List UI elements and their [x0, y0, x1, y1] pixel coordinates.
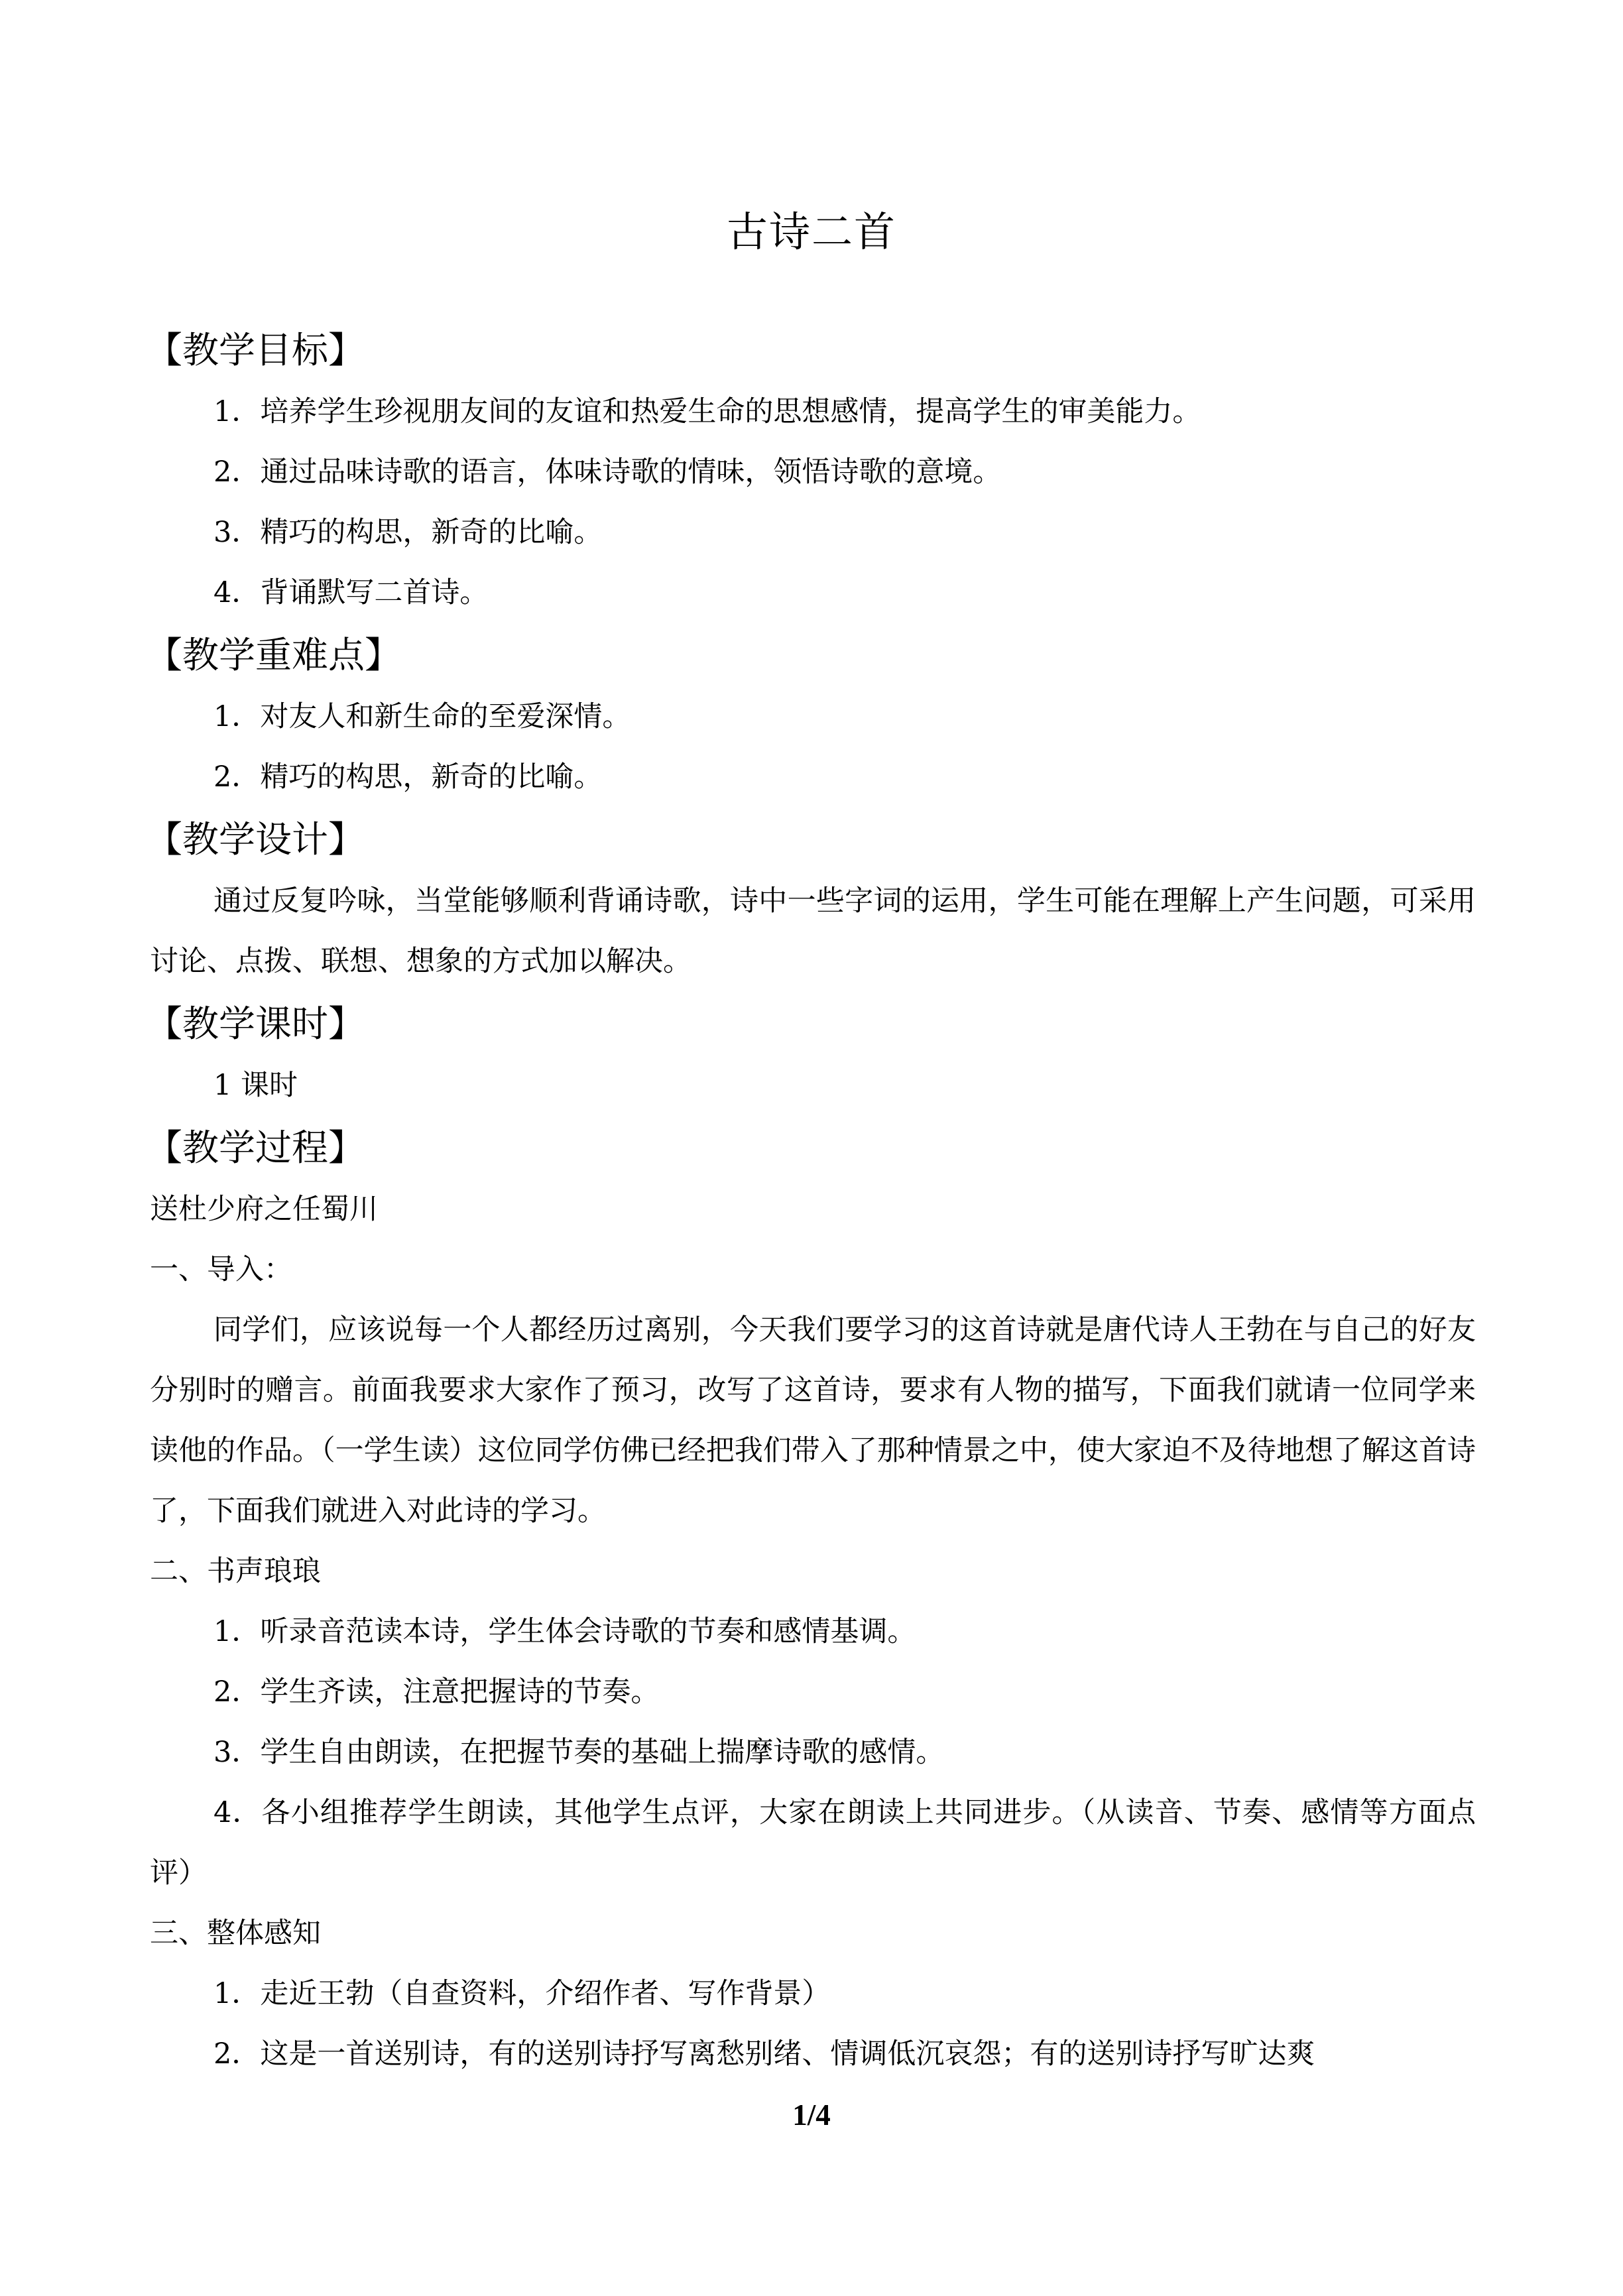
document-body [146, 318, 1476, 2085]
section-heading-keypoints: 【教学重难点】 [146, 634, 402, 676]
design-paragraph: 通过反复吟咏，当堂能够顺利背诵诗歌，诗中一些字词的运用，学生可能在理解上产生问题，可采用讨论、点拨、联想、想象的方式加以解决。 [150, 884, 1476, 978]
step-title-overview: 三、整体感知 [150, 1917, 321, 1950]
step-title-intro: 一、导入： [150, 1253, 292, 1286]
overview-item: 1．走近王勃（自查资料，介绍作者、写作背景） [213, 1977, 831, 2010]
keypoint-item: 1．对友人和新生命的至爱深情。 [213, 700, 631, 733]
keypoint-item: 2．精巧的构思，新奇的比喻。 [213, 760, 603, 794]
poem-title: 送杜少府之任蜀川 [150, 1193, 378, 1226]
reading-item: 4．各小组推荐学生朗读，其他学生点评，大家在朗读上共同进步。（从读音、节奏、感情等方面点评） [150, 1796, 1476, 1890]
section-heading-design: 【教学设计】 [146, 818, 365, 861]
goal-item: 1．培养学生珍视朋友间的友谊和热爱生命的思想感情，提高学生的审美能力。 [213, 395, 1201, 428]
section-heading-process: 【教学过程】 [146, 1126, 365, 1169]
goal-item: 2．通过品味诗歌的语言，体味诗歌的情味，领悟诗歌的意境。 [213, 455, 1002, 489]
section-heading-goals: 【教学目标】 [146, 329, 365, 371]
intro-paragraph: 同学们，应该说每一个人都经历过离别，今天我们要学习的这首诗就是唐代诗人王勃在与自己的好友分别时的赠言。前面我要求大家作了预习，改写了这首诗，要求有人物的描写，下面我们就请一位同学来读他的作品。（一学生读）这位同学仿佛已经把我们带入了那种情景之中，使大家迫不及待地想了解这首诗了，下面我们就进入对此诗的学习。 [150, 1313, 1476, 1528]
section-heading-hours: 【教学课时】 [146, 1002, 365, 1045]
goal-item: 4．背诵默写二首诗。 [213, 576, 489, 609]
reading-item: 2．学生齐读，注意把握诗的节奏。 [213, 1675, 660, 1709]
step-title-reading: 二、书声琅琅 [150, 1555, 321, 1588]
reading-item: 1．听录音范读本诗，学生体会诗歌的节奏和感情基调。 [213, 1615, 916, 1648]
document-title: 古诗二首 [726, 208, 896, 256]
page-number: 1/4 [792, 2098, 831, 2132]
overview-item: 2．这是一首送别诗，有的送别诗抒写离愁别绪、情调低沉哀怨；有的送别诗抒写旷达爽 [213, 2037, 1315, 2071]
goal-item: 3．精巧的构思，新奇的比喻。 [213, 516, 603, 549]
hours-text: 1 课时 [213, 1069, 298, 1102]
reading-item: 3．学生自由朗读，在把握节奏的基础上揣摩诗歌的感情。 [213, 1736, 945, 1769]
